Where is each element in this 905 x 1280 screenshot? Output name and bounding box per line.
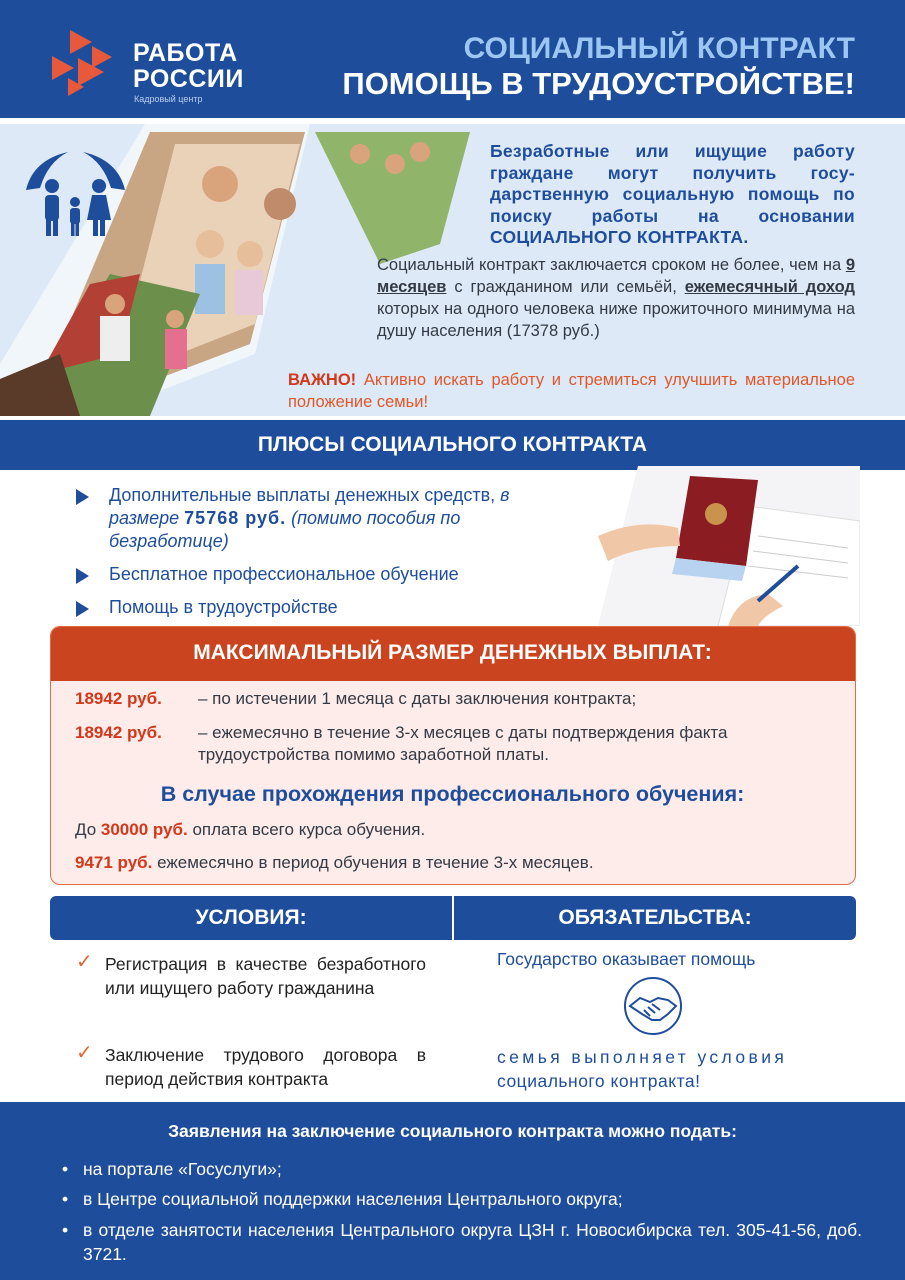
training-amount: 9471 руб.: [75, 853, 153, 872]
list-item: • на портале «Госуслуги»;: [62, 1159, 282, 1179]
page-subtitle: ПОМОЩЬ В ТРУДОУСТРОЙСТВЕ!: [342, 66, 855, 101]
payment-description: – ежемесячно в течение 3-х месяцев с даты подтверждения факта трудоустройства помимо заработной платы.: [198, 723, 728, 764]
max-payments-title: МАКСИМАЛЬНЫЙ РАЗМЕР ДЕНЕЖНЫХ ВЫПЛАТ:: [193, 641, 712, 664]
conditions-title: УСЛОВИЯ:: [195, 906, 307, 929]
pluses-title: ПЛЮСЫ СОЦИАЛЬНОГО КОНТРАКТА: [257, 433, 648, 456]
list-item: Бесплатное профессиональное обучение: [76, 563, 562, 586]
pluses-list: [76, 484, 562, 629]
triangle-bullet-icon: [76, 601, 89, 617]
checkmark-icon: ✓: [76, 951, 93, 973]
list-item: • в Центре социальной поддержки населения Центрального округа;: [62, 1189, 623, 1209]
logo-subtitle: Кадровый центр: [134, 94, 203, 104]
training-row: До 30000 руб. оплата всего курса обучения.: [75, 820, 426, 839]
triangle-bullet-icon: [76, 568, 89, 584]
payment-amount: 18942 руб.: [75, 723, 162, 742]
training-row: 9471 руб. ежемесячно в период обучения в течение 3-х месяцев.: [75, 853, 594, 872]
payment-amount: 75768 руб.: [184, 508, 287, 528]
obligation-state-text: Государство оказывает помощь: [497, 949, 756, 969]
payment-amount: 18942 руб.: [75, 689, 162, 708]
handshake-icon: [620, 976, 686, 1036]
monthly-income: ежемесячный доход: [684, 278, 855, 296]
term-months: 9 месяцев: [377, 256, 855, 296]
condition-item: ✓ Регистрация в качестве безработного или ищущего работу гражданина: [76, 951, 426, 998]
page-title: СОЦИАЛЬНЫЙ КОНТРАКТ: [463, 32, 855, 65]
intro-lead-text: Безработные или ищущие работу граждане могут получить госу-дарственную социальную помощь по поиску работы на основании СОЦИАЛЬНОГО КОНТРАКТА.: [490, 141, 855, 247]
checkmark-icon: ✓: [76, 1042, 93, 1064]
rabota-rossii-logo-icon: [48, 26, 120, 98]
family-icon: [18, 150, 133, 240]
intro-contract-text: Социальный контракт заключается сроком не более, чем на 9 месяцев с гражданином или семьёй, ежемесячный доход которых на одного человека ниже прожиточного минимума на душу населения (17378 руб.): [377, 256, 855, 340]
list-item: Дополнительные выплаты денежных средств, в размере 75768 руб. (помимо пособия по безработице): [76, 484, 562, 553]
important-label: ВАЖНО!: [288, 371, 357, 389]
logo-title: РАБОТА РОССИИ: [133, 39, 244, 93]
bullet-icon: •: [62, 1189, 69, 1209]
footer-title: Заявления на заключение социального контракта можно подать:: [168, 1121, 737, 1141]
training-amount: 30000 руб.: [100, 820, 188, 839]
bullet-icon: •: [62, 1220, 69, 1240]
triangle-bullet-icon: [76, 489, 89, 505]
list-item: • в отделе занятости населения Центрального округа ЦЗН г. Новосибирска тел. 305-41-56, доб. 3721.: [62, 1220, 862, 1264]
training-title: В случае прохождения профессионального обучения:: [160, 782, 745, 806]
bullet-icon: •: [62, 1159, 69, 1179]
passport-photo: [598, 466, 860, 626]
obligations-title: ОБЯЗАТЕЛЬСТВА:: [558, 906, 752, 929]
list-item: Помощь в трудоустройстве: [76, 596, 562, 619]
obligation-family-text: семья выполняет условия социального контракта!: [497, 1047, 788, 1091]
condition-item: ✓ Заключение трудового договора в период действия контракта: [76, 1042, 426, 1089]
important-note: ВАЖНО! Активно искать работу и стремиться улучшить материальное положение семьи!: [288, 371, 855, 411]
payment-description: – по истечении 1 месяца с даты заключения контракта;: [198, 689, 637, 708]
